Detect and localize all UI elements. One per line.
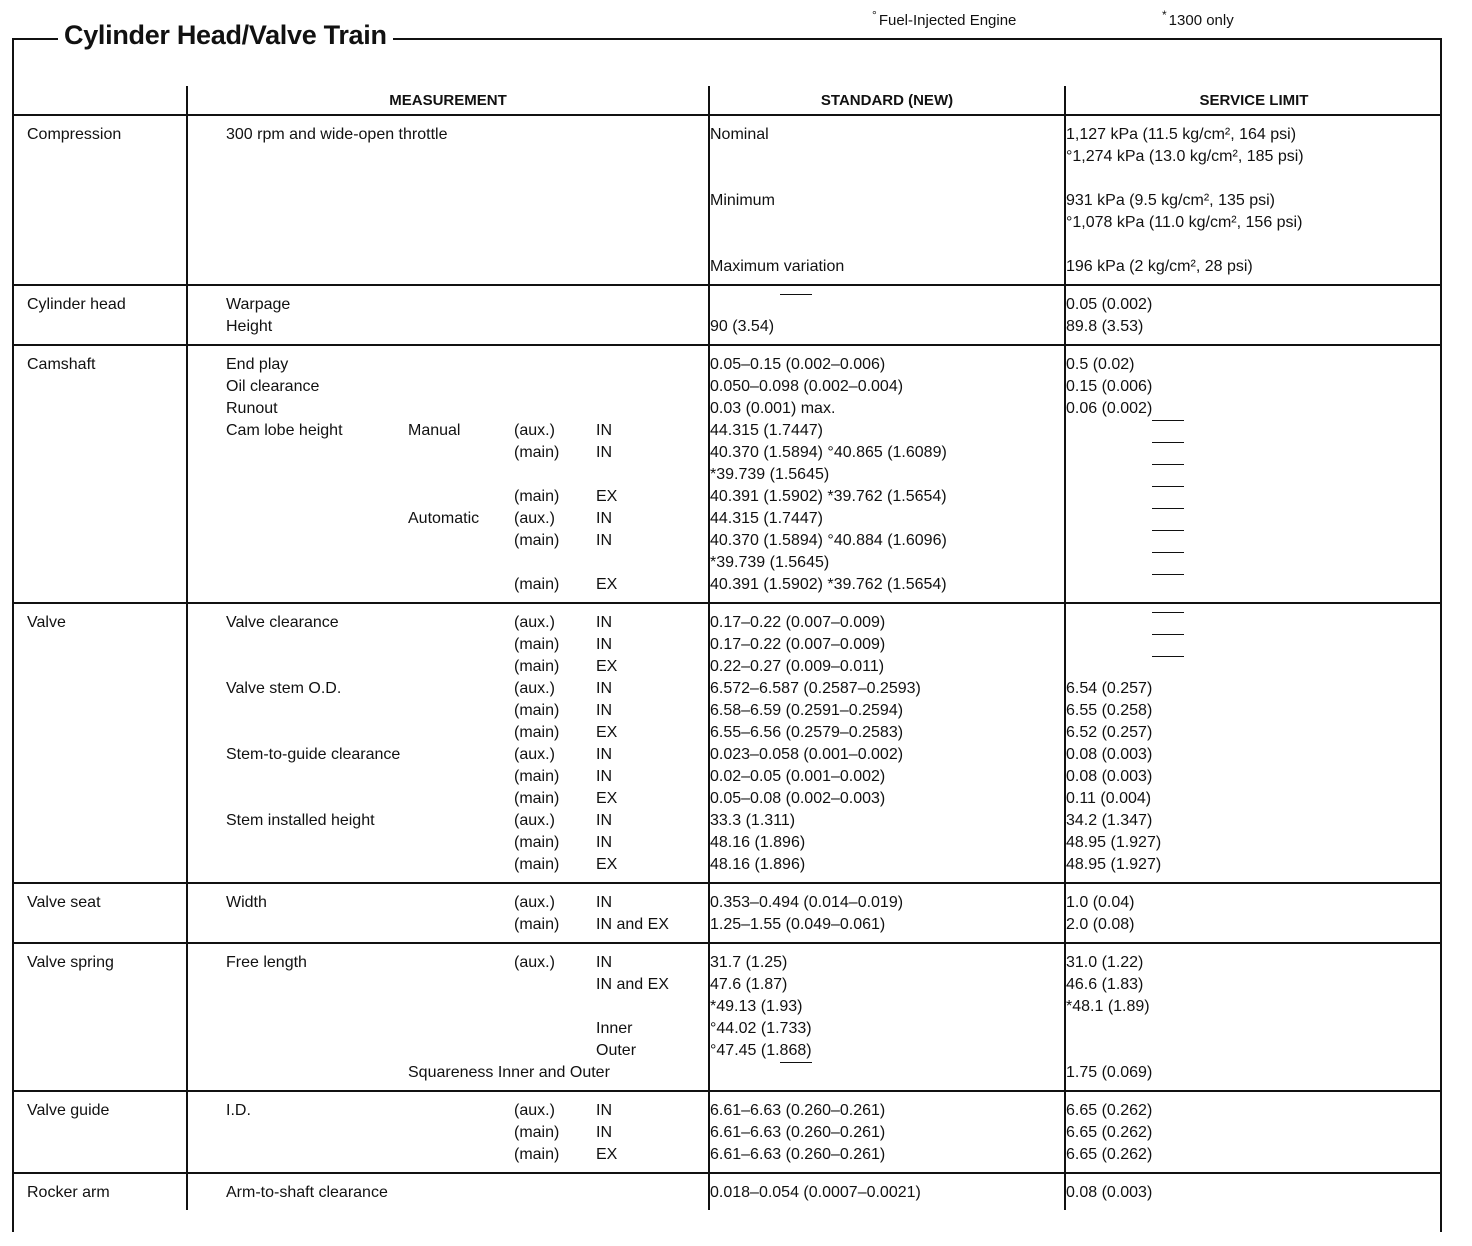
service-limit-value: 31.0 (1.22)	[1066, 954, 1144, 971]
measurement-c: (main)	[514, 834, 560, 851]
service-limit-value	[1066, 552, 1442, 574]
service-limit-value: 0.5 (0.02)	[1066, 356, 1135, 373]
standard-value	[710, 168, 1064, 190]
measurement-c: (main)	[514, 724, 560, 741]
measurement-b: Automatic	[408, 510, 480, 527]
section-name-label: Valve seat	[27, 894, 101, 911]
service-limit-value: 196 kPa (2 kg/cm², 28 psi)	[1066, 258, 1253, 275]
legend-1300-text: 1300 only	[1168, 12, 1234, 29]
service-limit-value: 46.6 (1.83)	[1066, 976, 1144, 993]
section-name-label: Valve spring	[27, 954, 114, 971]
standard-value: °47.45 (1.868)	[710, 1042, 812, 1059]
measurement-line	[188, 996, 708, 1018]
standard-cell	[709, 1091, 1065, 1173]
measurement-c: (aux.)	[514, 894, 555, 911]
measurement-d: IN	[596, 680, 612, 697]
measurement-line	[188, 1040, 708, 1062]
measurement-d: IN	[596, 834, 612, 851]
legend-fuel-mark: °	[872, 8, 877, 22]
service-limit-value: 0.06 (0.002)	[1066, 400, 1153, 417]
standard-value: 90 (3.54)	[710, 318, 775, 335]
measurement-c: (main)	[514, 444, 560, 461]
measurement-cell	[187, 603, 709, 883]
service-limit-cell	[1065, 603, 1442, 883]
measurement-a: 300 rpm and wide-open throttle	[226, 126, 448, 143]
measurement-c: (aux.)	[514, 1102, 555, 1119]
measurement-c: (main)	[514, 856, 560, 873]
measurement-a: Valve clearance	[226, 614, 339, 631]
section-row	[12, 1173, 1442, 1210]
measurement-line	[188, 552, 708, 574]
measurement-a: Cam lobe height	[226, 422, 343, 439]
measurement-line	[188, 810, 708, 832]
standard-value: 47.6 (1.87)	[710, 976, 788, 993]
standard-cell	[709, 883, 1065, 943]
service-limit-value	[1066, 168, 1442, 190]
dash-mark	[1152, 656, 1184, 678]
section-name	[12, 345, 187, 603]
measurement-d: Outer	[596, 1042, 637, 1059]
measurement-c: (main)	[514, 636, 560, 653]
standard-value	[710, 212, 1064, 234]
standard-value: 1.25–1.55 (0.049–0.061)	[710, 916, 886, 933]
standard-value: 0.03 (0.001) max.	[710, 400, 836, 417]
service-limit-value: 34.2 (1.347)	[1066, 812, 1153, 829]
measurement-a: Oil clearance	[226, 378, 320, 395]
standard-value: Minimum	[710, 192, 775, 209]
measurement-line	[188, 854, 708, 876]
section-row	[12, 943, 1442, 1091]
measurement-line	[188, 892, 708, 914]
measurement-line	[188, 700, 708, 722]
standard-value: 31.7 (1.25)	[710, 954, 788, 971]
measurement-cell	[187, 285, 709, 345]
service-limit-cell	[1065, 943, 1442, 1091]
service-limit-value	[1066, 464, 1442, 486]
service-limit-value: 1,127 kPa (11.5 kg/cm², 164 psi)	[1066, 126, 1297, 143]
service-limit-cell	[1065, 1173, 1442, 1210]
measurement-d: IN	[596, 768, 612, 785]
measurement-cell	[187, 115, 709, 285]
measurement-line	[188, 464, 708, 486]
measurement-c: (main)	[514, 532, 560, 549]
standard-value: Nominal	[710, 126, 769, 143]
service-limit-value	[1066, 634, 1442, 656]
dash-mark	[1152, 530, 1184, 552]
dash-mark	[780, 1062, 812, 1084]
standard-value: Maximum variation	[710, 258, 845, 275]
service-limit-value: *48.1 (1.89)	[1066, 998, 1150, 1015]
standard-value	[710, 1062, 1064, 1084]
measurement-d: EX	[596, 790, 618, 807]
measurement-cell	[187, 1173, 709, 1210]
measurement-line	[188, 190, 708, 212]
measurement-d: IN	[596, 532, 612, 549]
service-limit-cell	[1065, 285, 1442, 345]
standard-value: 0.05–0.15 (0.002–0.006)	[710, 356, 886, 373]
standard-value	[710, 146, 1064, 168]
service-limit-value: 2.0 (0.08)	[1066, 916, 1135, 933]
standard-cell	[709, 943, 1065, 1091]
standard-value: 40.370 (1.5894) °40.884 (1.6096)	[710, 532, 947, 549]
measurement-d: IN	[596, 746, 612, 763]
section-name	[12, 115, 187, 285]
service-limit-value: 0.11 (0.004)	[1066, 790, 1152, 807]
standard-value: 0.17–0.22 (0.007–0.009)	[710, 614, 886, 631]
service-limit-value	[1066, 530, 1442, 552]
standard-value: 6.61–6.63 (0.260–0.261)	[710, 1102, 886, 1119]
standard-cell	[709, 603, 1065, 883]
service-limit-value	[1066, 486, 1442, 508]
measurement-line	[188, 914, 708, 936]
measurement-a: Height	[226, 318, 273, 335]
measurement-c: (main)	[514, 576, 560, 593]
service-limit-value: 48.95 (1.927)	[1066, 856, 1162, 873]
measurement-line	[188, 634, 708, 656]
service-limit-value: °1,078 kPa (11.0 kg/cm², 156 psi)	[1066, 214, 1303, 231]
measurement-line	[188, 574, 708, 596]
service-limit-cell	[1065, 1091, 1442, 1173]
standard-value	[710, 234, 1064, 256]
measurement-c: (aux.)	[514, 614, 555, 631]
section-row	[12, 115, 1442, 285]
standard-value: 40.391 (1.5902) *39.762 (1.5654)	[710, 576, 947, 593]
service-limit-value: 89.8 (3.53)	[1066, 318, 1144, 335]
measurement-d: EX	[596, 488, 618, 505]
standard-cell	[709, 285, 1065, 345]
measurement-line	[188, 168, 708, 190]
standard-value: *39.739 (1.5645)	[710, 554, 830, 571]
measurement-d: IN	[596, 1124, 612, 1141]
service-limit-cell	[1065, 115, 1442, 285]
section-name	[12, 285, 187, 345]
measurement-c: (aux.)	[514, 422, 555, 439]
service-limit-cell	[1065, 345, 1442, 603]
measurement-d: IN	[596, 444, 612, 461]
service-limit-value	[1066, 420, 1442, 442]
measurement-line	[188, 398, 708, 420]
measurement-line	[188, 354, 708, 376]
standard-value: 6.61–6.63 (0.260–0.261)	[710, 1146, 886, 1163]
standard-cell	[709, 115, 1065, 285]
standard-value: 0.353–0.494 (0.014–0.019)	[710, 894, 904, 911]
measurement-line	[188, 376, 708, 398]
measurement-c: (main)	[514, 1146, 560, 1163]
measurement-d: EX	[596, 724, 618, 741]
section-row	[12, 1091, 1442, 1173]
measurement-cell	[187, 883, 709, 943]
measurement-line	[188, 508, 708, 530]
measurement-b: Manual	[408, 422, 461, 439]
section-name-label: Cylinder head	[27, 296, 126, 313]
service-limit-value: 48.95 (1.927)	[1066, 834, 1162, 851]
dash-mark	[780, 294, 812, 316]
service-limit-value: 6.65 (0.262)	[1066, 1146, 1153, 1163]
measurement-a: Warpage	[226, 296, 291, 313]
section-row	[12, 603, 1442, 883]
service-limit-value: 6.52 (0.257)	[1066, 724, 1153, 741]
measurement-c: (main)	[514, 768, 560, 785]
section-row	[12, 345, 1442, 603]
measurement-line	[188, 486, 708, 508]
measurement-d: IN and EX	[596, 976, 669, 993]
legend-1300-only	[1162, 8, 1234, 29]
measurement-d: IN	[596, 812, 612, 829]
measurement-a: Stem installed height	[226, 812, 375, 829]
standard-value: 40.370 (1.5894) °40.865 (1.6089)	[710, 444, 947, 461]
dash-mark	[1152, 612, 1184, 634]
standard-value: 0.023–0.058 (0.001–0.002)	[710, 746, 904, 763]
service-limit-value: 6.65 (0.262)	[1066, 1102, 1153, 1119]
measurement-line	[188, 656, 708, 678]
measurement-line	[188, 788, 708, 810]
measurement-d: EX	[596, 1146, 618, 1163]
section-name-label: Camshaft	[27, 356, 96, 373]
service-limit-value	[1066, 612, 1442, 634]
measurement-c: (main)	[514, 658, 560, 675]
measurement-c: (main)	[514, 916, 560, 933]
standard-value: 48.16 (1.896)	[710, 834, 806, 851]
service-limit-cell	[1065, 883, 1442, 943]
header-row	[12, 86, 1442, 115]
section-name-label: Valve guide	[27, 1102, 110, 1119]
measurement-line	[188, 974, 708, 996]
standard-value: 0.018–0.054 (0.0007–0.0021)	[710, 1184, 921, 1201]
section-name-label: Rocker arm	[27, 1184, 110, 1201]
service-limit-value	[1066, 234, 1442, 256]
header-measurement: MEASUREMENT	[187, 86, 709, 115]
service-limit-value	[1066, 656, 1442, 678]
service-limit-value: 1.75 (0.069)	[1066, 1064, 1153, 1081]
standard-value: 0.050–0.098 (0.002–0.004)	[710, 378, 904, 395]
service-limit-value	[1066, 442, 1442, 464]
dash-mark	[1152, 486, 1184, 508]
standard-value: 0.05–0.08 (0.002–0.003)	[710, 790, 886, 807]
legend-fuel-text: Fuel-Injected Engine	[878, 12, 1017, 29]
measurement-line	[188, 678, 708, 700]
measurement-cell	[187, 1091, 709, 1173]
dash-mark	[1152, 508, 1184, 530]
standard-value	[710, 294, 1064, 316]
section-name	[12, 603, 187, 883]
section-row	[12, 883, 1442, 943]
measurement-cell	[187, 943, 709, 1091]
measurement-line	[188, 442, 708, 464]
measurement-d: EX	[596, 576, 618, 593]
measurement-d: IN	[596, 894, 612, 911]
measurement-d: EX	[596, 856, 618, 873]
service-limit-value: 0.08 (0.003)	[1066, 1184, 1153, 1201]
measurement-line	[188, 316, 708, 338]
service-limit-value: 0.08 (0.003)	[1066, 746, 1153, 763]
measurement-c: (aux.)	[514, 746, 555, 763]
measurement-line	[188, 766, 708, 788]
service-limit-value: 1.0 (0.04)	[1066, 894, 1135, 911]
standard-value: 6.55–6.56 (0.2579–0.2583)	[710, 724, 904, 741]
service-limit-value	[1066, 1040, 1442, 1062]
measurement-c: (aux.)	[514, 954, 555, 971]
dash-mark	[1152, 442, 1184, 464]
standard-value: 6.58–6.59 (0.2591–0.2594)	[710, 702, 904, 719]
measurement-line	[188, 124, 708, 146]
section-name	[12, 1091, 187, 1173]
header-standard: STANDARD (NEW)	[709, 86, 1065, 115]
section-name	[12, 883, 187, 943]
dash-mark	[1152, 464, 1184, 486]
dash-mark	[1152, 552, 1184, 574]
legend-fuel-injected	[872, 8, 1016, 29]
measurement-d: EX	[596, 658, 618, 675]
standard-value: 6.61–6.63 (0.260–0.261)	[710, 1124, 886, 1141]
measurement-line	[188, 234, 708, 256]
measurement-line	[188, 294, 708, 316]
spec-table	[12, 86, 1442, 1210]
section-name	[12, 1173, 187, 1210]
measurement-a: Stem-to-guide clearance	[226, 746, 401, 763]
measurement-c: (main)	[514, 702, 560, 719]
service-limit-value: °1,274 kPa (13.0 kg/cm², 185 psi)	[1066, 148, 1304, 165]
measurement-a: Valve stem O.D.	[226, 680, 342, 697]
measurement-line	[188, 420, 708, 442]
service-limit-value: 6.54 (0.257)	[1066, 680, 1153, 697]
measurement-line	[188, 530, 708, 552]
measurement-line	[188, 744, 708, 766]
measurement-d: IN	[596, 614, 612, 631]
measurement-b: Squareness Inner and Outer	[408, 1064, 610, 1081]
measurement-d: IN	[596, 954, 612, 971]
standard-value: 0.02–0.05 (0.001–0.002)	[710, 768, 886, 785]
measurement-c: (main)	[514, 488, 560, 505]
measurement-c: (aux.)	[514, 680, 555, 697]
standard-value: 40.391 (1.5902) *39.762 (1.5654)	[710, 488, 947, 505]
measurement-a: Runout	[226, 400, 278, 417]
standard-value: 0.22–0.27 (0.009–0.011)	[710, 658, 885, 675]
section-name	[12, 943, 187, 1091]
measurement-a: Free length	[226, 954, 307, 971]
measurement-c: (main)	[514, 1124, 560, 1141]
measurement-d: IN	[596, 1102, 612, 1119]
legend-1300-mark: *	[1162, 8, 1167, 22]
measurement-d: IN	[596, 636, 612, 653]
service-limit-value: 0.05 (0.002)	[1066, 296, 1153, 313]
standard-value: 33.3 (1.311)	[710, 812, 796, 829]
dash-mark	[1152, 574, 1184, 596]
measurement-a: I.D.	[226, 1102, 251, 1119]
measurement-d: Inner	[596, 1020, 633, 1037]
standard-value: 0.17–0.22 (0.007–0.009)	[710, 636, 886, 653]
section-row	[12, 285, 1442, 345]
service-limit-value	[1066, 1018, 1442, 1040]
measurement-a: Arm-to-shaft clearance	[226, 1184, 388, 1201]
measurement-line	[188, 1062, 708, 1084]
service-limit-value: 0.15 (0.006)	[1066, 378, 1153, 395]
measurement-a: Width	[226, 894, 267, 911]
measurement-d: IN	[596, 510, 612, 527]
measurement-d: IN and EX	[596, 916, 669, 933]
measurement-line	[188, 1018, 708, 1040]
dash-mark	[1152, 634, 1184, 656]
section-name-label: Compression	[27, 126, 122, 143]
measurement-line	[188, 1144, 708, 1166]
measurement-line	[188, 612, 708, 634]
standard-value: 44.315 (1.7447)	[710, 422, 823, 439]
measurement-c: (main)	[514, 790, 560, 807]
measurement-d: IN	[596, 422, 612, 439]
measurement-d: IN	[596, 702, 612, 719]
measurement-line	[188, 952, 708, 974]
standard-cell	[709, 345, 1065, 603]
measurement-c: (aux.)	[514, 812, 555, 829]
measurement-line	[188, 212, 708, 234]
standard-value: *39.739 (1.5645)	[710, 466, 830, 483]
standard-value: 6.572–6.587 (0.2587–0.2593)	[710, 680, 921, 697]
service-limit-value: 931 kPa (9.5 kg/cm², 135 psi)	[1066, 192, 1275, 209]
measurement-line	[188, 256, 708, 278]
service-limit-value: 6.55 (0.258)	[1066, 702, 1153, 719]
standard-value: °44.02 (1.733)	[710, 1020, 812, 1037]
measurement-a: End play	[226, 356, 289, 373]
standard-value: 48.16 (1.896)	[710, 856, 806, 873]
standard-value: *49.13 (1.93)	[710, 998, 803, 1015]
measurement-line	[188, 832, 708, 854]
service-limit-value: 6.65 (0.262)	[1066, 1124, 1153, 1141]
measurement-cell	[187, 345, 709, 603]
measurement-line	[188, 146, 708, 168]
header-service-limit: SERVICE LIMIT	[1065, 86, 1442, 115]
service-limit-value	[1066, 574, 1442, 596]
measurement-line	[188, 722, 708, 744]
section-name-label: Valve	[27, 614, 66, 631]
header-item	[12, 86, 187, 115]
service-limit-value	[1066, 508, 1442, 530]
page-title: Cylinder Head/Valve Train	[58, 20, 393, 51]
dash-mark	[1152, 420, 1184, 442]
measurement-line	[188, 1122, 708, 1144]
standard-value: 44.315 (1.7447)	[710, 510, 823, 527]
measurement-line	[188, 1182, 708, 1204]
measurement-c: (aux.)	[514, 510, 555, 527]
measurement-line	[188, 1100, 708, 1122]
service-limit-value: 0.08 (0.003)	[1066, 768, 1153, 785]
standard-cell	[709, 1173, 1065, 1210]
spec-body	[12, 115, 1442, 1210]
